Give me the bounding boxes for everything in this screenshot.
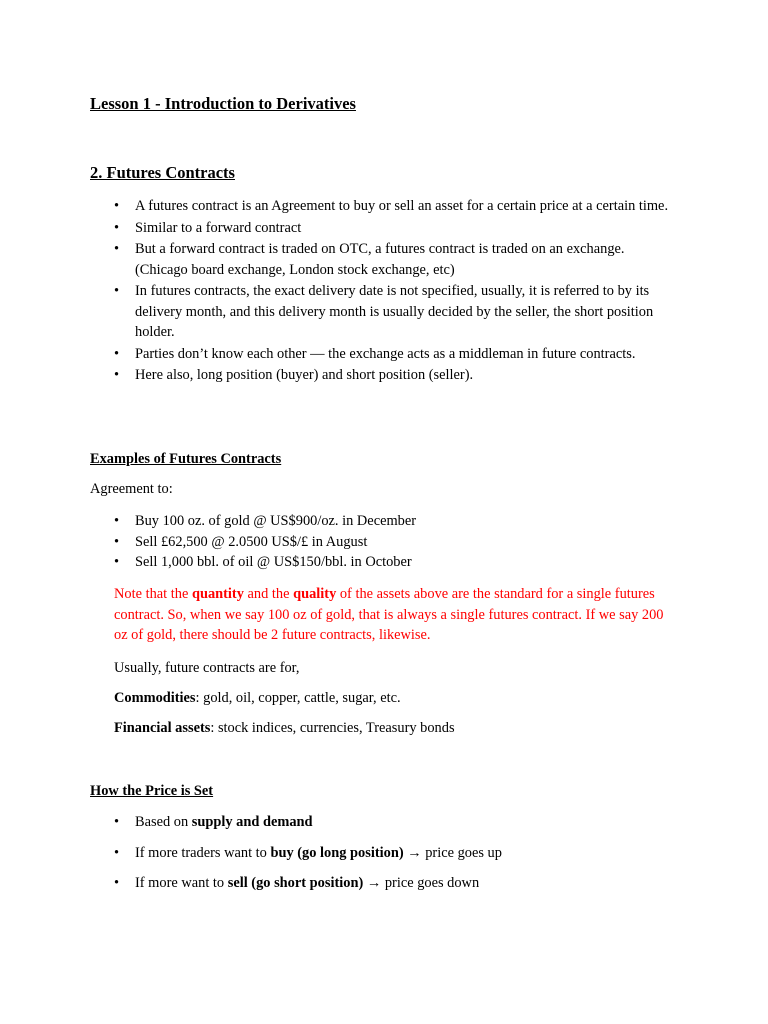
standardization-note [114,584,674,646]
commodities-text: : gold, oil, copper, cattle, sugar, etc. [195,690,401,706]
list-item [114,843,674,864]
item-bold: buy (go long position) → [270,844,422,861]
list-item [114,873,674,894]
list-item: • Here also, long position (buyer) and short position (seller). [114,365,674,386]
commodities-label: Commodities [114,690,196,706]
item-text: price goes down [381,875,480,891]
financial-assets-label: Financial assets [114,720,211,736]
futures-bullet-list [114,196,674,386]
section-title: 2. Futures Contracts [90,163,235,182]
note-quality: quality [293,586,337,602]
item-text: Based on [135,814,192,830]
list-item [114,812,674,833]
list-item: • Similar to a forward contract [114,218,674,239]
list-item: • Buy 100 oz. of gold @ US$900/oz. in December [114,511,674,532]
lesson-title: Lesson 1 - Introduction to Derivatives [90,94,356,113]
price-heading: How the Price is Set [90,783,214,799]
price-bullet-list [114,812,674,894]
examples-heading: Examples of Futures Contracts [90,451,282,467]
note-text: of the assets above are the standard for a single futures contract. So, when we say 100 oz of gold, that is always a single futures contract. If we say 200 oz of gold, there should be 2 future contracts, likewise. [114,586,664,643]
financial-assets-line [114,718,455,739]
item-text: price goes up [421,844,502,861]
list-item: • Sell £62,500 @ 2.0500 US$/£ in August [114,532,674,553]
item-text: If more traders want to [135,844,271,861]
note-text: Note that the [114,586,192,602]
list-item: • In futures contracts, the exact delivery date is not specified, usually, it is referred to by its delivery month, and this delivery month is usually decided by the seller, the short position holder. [114,281,674,343]
examples-bullet-list [114,511,674,573]
commodities-line [114,688,401,709]
list-item: • But a forward contract is traded on OTC, a futures contract is traded on an exchange. (Chicago board exchange, London stock exchange, etc) [114,239,674,280]
agreement-intro: Agreement to: [90,481,173,497]
usually-text: Usually, future contracts are for, [114,660,300,676]
list-item: • A futures contract is an Agreement to buy or sell an asset for a certain price at a certain time. [114,196,674,217]
list-item: • Parties don’t know each other — the exchange acts as a middleman in future contracts. [114,344,674,365]
note-quantity: quantity [191,586,244,602]
list-item: • Sell 1,000 bbl. of oil @ US$150/bbl. in October [114,552,674,573]
item-bold: sell (go short position) → [227,875,382,891]
note-text: and the [243,586,294,602]
item-bold: supply and demand [191,814,313,830]
financial-assets-text: : stock indices, currencies, Treasury bonds [210,720,455,736]
item-text: If more want to [135,875,228,891]
